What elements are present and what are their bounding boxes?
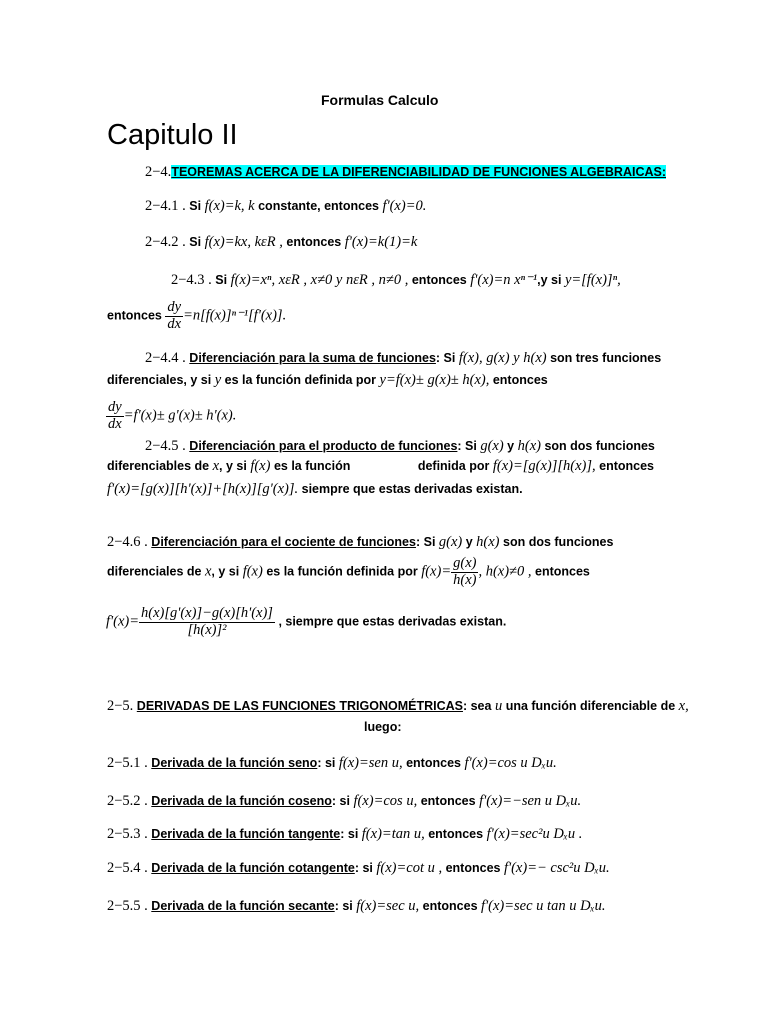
text-si: : si xyxy=(340,827,359,841)
function-f: f(x) xyxy=(242,563,263,580)
theorem-number: 2−4.2 . xyxy=(145,234,186,250)
theorem-number: 2−4.1 . xyxy=(145,198,186,214)
chain-rule-formula: =n[f(x)]ⁿ⁻¹[f'(x)]. xyxy=(183,307,287,324)
function-definition: f(x)=k, k xyxy=(204,198,255,214)
theorem-2-4-4 xyxy=(145,350,661,367)
text-mid: son dos funciones xyxy=(503,535,614,549)
function-f: f(x) xyxy=(250,458,271,474)
theorem-2-4-6-result xyxy=(106,606,506,639)
fraction-bottom: dx xyxy=(167,315,182,332)
text-entonces: entonces xyxy=(422,899,478,913)
text-si: : si xyxy=(334,899,353,913)
text-entonces: entonces xyxy=(107,308,162,323)
text-entonces: entonces xyxy=(445,861,501,875)
text-line2b: , y si xyxy=(211,564,240,579)
text-y: y xyxy=(465,535,473,549)
section-number: 2−5. xyxy=(107,698,134,714)
theorem-2-4-3-result xyxy=(107,300,286,333)
fraction-g-over-h xyxy=(451,556,478,589)
section-2-5 xyxy=(107,698,689,715)
rule-heading: Derivada de la función secante xyxy=(151,899,335,913)
theorem-2-4-5-line2 xyxy=(107,458,654,475)
rule-number: 2−5.3 . xyxy=(107,826,148,842)
function-h: h(x) xyxy=(476,534,500,550)
text-entonces: entonces xyxy=(535,564,590,579)
text-si: : si xyxy=(317,756,336,770)
rule-2-5-5 xyxy=(107,898,606,915)
fraction-quotient-rule xyxy=(139,606,275,639)
text-sea: : sea xyxy=(462,699,492,713)
theorem-2-4-4-result xyxy=(106,400,236,433)
text-si: : si xyxy=(331,794,350,808)
text-line2c: es la función definida por xyxy=(266,564,418,579)
text-si: : Si xyxy=(415,535,436,549)
function-definition: f(x)=sen u, xyxy=(338,755,403,771)
fraction-bottom: dx xyxy=(108,415,122,432)
text-entonces: entonces xyxy=(420,794,476,808)
var-u: u xyxy=(494,698,503,714)
section-number: 2−4. xyxy=(145,164,172,180)
text-entonces: entonces xyxy=(428,827,484,841)
fraction-bottom: [h(x)]² xyxy=(187,621,227,638)
theorem-number: 2−4.5 . xyxy=(145,438,186,454)
rule-heading: Derivada de la función cotangente xyxy=(151,861,355,875)
derivative-formula: f'(x)=n xⁿ⁻¹ xyxy=(470,272,538,288)
text-mid: entonces xyxy=(411,273,467,287)
theorem-2-4-2 xyxy=(145,234,417,251)
chapter-heading: Capitulo II xyxy=(107,119,238,151)
function-definition: f(x)=kx, kεR , xyxy=(204,234,283,250)
function-definition: f(x)=cos u, xyxy=(353,793,418,809)
section-2-4 xyxy=(145,164,666,181)
function-definition: f(x)=sec u, xyxy=(356,898,420,914)
fraction-dy-dx xyxy=(165,300,183,333)
rule-number: 2−5.1 . xyxy=(107,755,148,771)
var-x: x xyxy=(204,563,212,580)
theorem-2-4-5 xyxy=(145,438,655,455)
text-entonces: entonces xyxy=(492,373,548,387)
section-heading: TEOREMAS ACERCA DE LA DIFERENCIABILIDAD DE FUNCIONES ALGEBRAICAS: xyxy=(171,165,666,179)
text-si: Si xyxy=(189,235,202,249)
text-rest2: una función diferenciable de xyxy=(505,699,676,713)
quotient-lhs: f'(x)= xyxy=(106,613,140,630)
text-line2b: , y si xyxy=(219,459,247,473)
text-line2b: es la función definida por xyxy=(224,373,377,387)
function-g: g(x) xyxy=(480,438,504,454)
product-definition: f(x)=[g(x)][h(x)], xyxy=(492,458,596,474)
text-si: Si xyxy=(189,199,202,213)
rule-number: 2−5.2 . xyxy=(107,793,148,809)
derivative-formula: f'(x)=− csc²u Dₓu. xyxy=(503,860,610,876)
rule-number: 2−5.4 . xyxy=(107,860,148,876)
text-si: : Si xyxy=(435,351,456,365)
function-g: g(x) xyxy=(438,534,463,550)
product-rule-formula: f'(x)=[g(x)][h'(x)]+[h(x)][g'(x)]. xyxy=(107,481,299,497)
text-entonces: entonces xyxy=(599,459,655,473)
var-y: y xyxy=(214,372,222,388)
text-mid: son dos funciones xyxy=(544,439,655,453)
rule-number: 2−5.5 . xyxy=(107,898,148,914)
rule-2-5-3 xyxy=(107,826,582,843)
theorem-2-4-4-line2 xyxy=(107,372,548,389)
composite-function: y=[f(x)]ⁿ, xyxy=(564,272,621,288)
rule-2-5-1 xyxy=(107,755,557,772)
text-mid2: ,y si xyxy=(537,273,562,287)
derivative-formula: f'(x)=cos u Dₓu. xyxy=(464,755,557,771)
theorem-2-4-5-result xyxy=(107,481,523,498)
function-definition: f(x)=xⁿ, xεR , x≠0 y nεR , n≠0 , xyxy=(230,272,409,288)
var-x: x, xyxy=(678,698,689,714)
fraction-top: g(x) xyxy=(453,555,477,571)
function-definition: f(x)=tan u, xyxy=(361,826,425,842)
text-mid: entonces xyxy=(286,235,342,249)
text-line2d: definida por xyxy=(417,459,490,473)
derivative-formula: f'(x)=k(1)=k xyxy=(344,234,418,250)
quotient-def-lhs: f(x)= xyxy=(421,563,452,580)
text-mid: son tres funciones xyxy=(550,351,662,365)
quotient-def-tail: , h(x)≠0 , xyxy=(478,563,532,580)
text-line2a: diferenciales de xyxy=(107,564,202,579)
sum-definition: y=f(x)± g(x)± h(x), xyxy=(379,372,490,388)
text-tail: siempre que estas derivadas existan. xyxy=(301,482,523,496)
fraction-bottom: h(x) xyxy=(453,571,477,588)
derivative-formula: f'(x)=−sen u Dₓu. xyxy=(479,793,582,809)
rule-heading: Derivada de la función coseno xyxy=(151,794,332,808)
theorem-number: 2−4.6 . xyxy=(107,534,148,550)
function-definition: f(x)=cot u , xyxy=(376,860,443,876)
text-line2a: diferenciales, y si xyxy=(107,373,212,387)
derivative-formula: f'(x)=sec u tan u Dₓu. xyxy=(481,898,606,914)
theorem-2-4-6 xyxy=(107,534,613,551)
sum-rule-formula: =f'(x)± g'(x)± h'(x). xyxy=(123,407,237,424)
text-entonces: entonces xyxy=(406,756,461,770)
fraction-top: dy xyxy=(167,299,182,315)
text-si: : Si xyxy=(457,439,477,453)
theorem-number: 2−4.4 . xyxy=(145,350,186,366)
theorem-number: 2−4.3 . xyxy=(171,272,212,288)
theorem-heading: Diferenciación para el cociente de funciones xyxy=(151,535,416,549)
text-tail: , siempre que estas derivadas existan. xyxy=(278,614,507,629)
text-line2c: es la función xyxy=(273,459,351,473)
document-title: Formulas Calculo xyxy=(321,92,439,108)
derivative-formula: f'(x)=0. xyxy=(382,198,427,214)
rule-2-5-2 xyxy=(107,793,581,810)
rule-2-5-4 xyxy=(107,860,610,877)
fraction-dy-dx xyxy=(106,400,124,433)
derivative-formula: f'(x)=sec²u Dₓu . xyxy=(486,826,583,842)
theorem-2-4-1 xyxy=(145,198,426,215)
var-x: x xyxy=(212,458,220,474)
fraction-top: dy xyxy=(108,399,122,415)
text-luego: luego: xyxy=(364,720,402,734)
text-mid: constante, entonces xyxy=(258,199,379,213)
theorem-heading: Diferenciación para el producto de funciones xyxy=(189,439,458,453)
text-line2a: diferenciables de xyxy=(107,459,210,473)
function-list: f(x), g(x) y h(x) xyxy=(458,350,547,366)
section-heading: DERIVADAS DE LAS FUNCIONES TRIGONOMÉTRICAS xyxy=(136,699,463,713)
rule-heading: Derivada de la función seno xyxy=(151,756,318,770)
theorem-2-4-3 xyxy=(171,272,621,289)
text-si: : si xyxy=(354,861,373,875)
rule-heading: Derivada de la función tangente xyxy=(151,827,341,841)
text-y: y xyxy=(507,439,515,453)
theorem-heading: Diferenciación para la suma de funciones xyxy=(189,351,436,365)
function-h: h(x) xyxy=(517,438,541,454)
fraction-top: h(x)[g'(x)]−g(x)[h'(x)] xyxy=(141,605,273,621)
theorem-2-4-6-line2 xyxy=(107,556,590,589)
text-si: Si xyxy=(215,273,228,287)
